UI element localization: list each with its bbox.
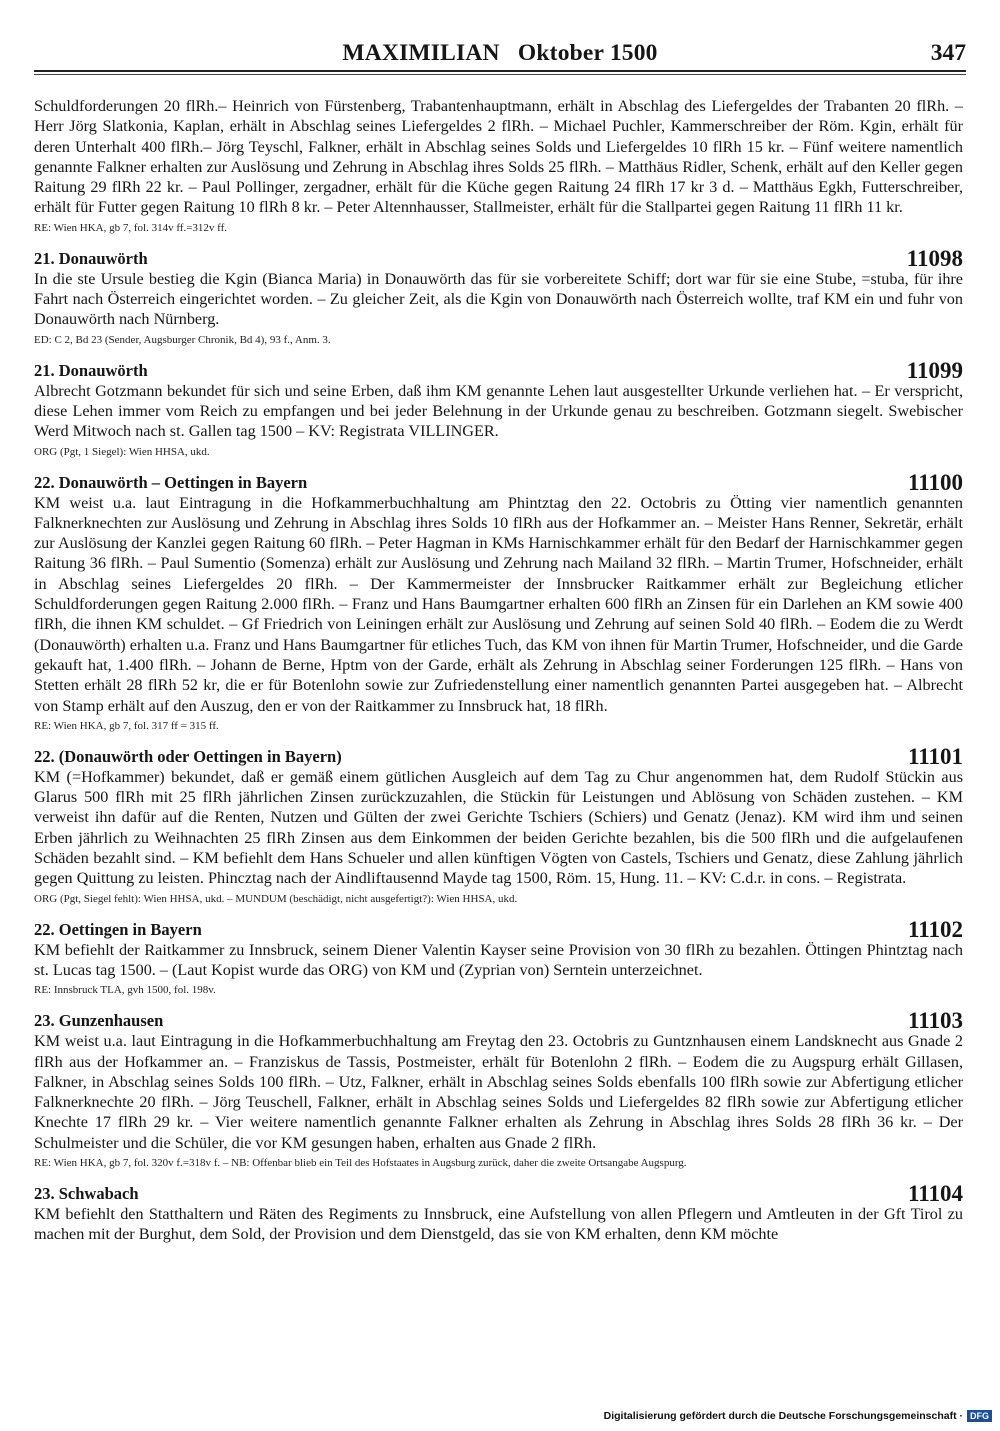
entry-number: 11100 (908, 469, 963, 495)
entry-date-place: 23. Schwabach (34, 1183, 139, 1203)
entry-text: KM weist u.a. laut Eintragung in die Hofkammerbuchhaltung am Phintztag den 22. Octobris zu Ötting vier namentlich genannten Falknerknechten zur Auslösung und Zehrung in Abschlag ihres Solds 10 flRh aus der Hofkammer an. – Meister Hans Renner, Sekretär, erhält zur Auslösung der Kanzlei gegen Raitung 60 flRh. – Peter Hagman in KMs Harnischkammer erhält für den Bedarf der Harnischkammer gegen Raitung 36 flRh. – Paul Sumentio (Somenza) erhält zur Auslösung und Zehrung nach Mailand 32 flRh. – Martin Trumer, Hofschneider, erhält in Abschlag seines Liefergeldes 20 flRh. – Der Kammermeister der Innsbrucker Raitkammer erhält zur Begleichung etlicher Schuldforderungen gegen Raitung 2.000 flRh. – Franz und Hans Baumgartner erhalten 600 flRh an Zinsen für ein Darlehen an KM sowie 400 flRh, die ihnen KM schuldet. – Gf Friedrich von Leiningen erhält zur Auslösung und Zehrung auf seinen Sold 40 flRh. – Eodem die zu Werdt (Donauwörth) erhalten u.a. Franz und Hans Baumgartner für etliches Tuch, das KM von ihnen für Martin Trumer, Hofschneider, und die Garde gekauft hat, 1.400 flRh. – Johann de Berne, Hptm von der Garde, erhält als Zehrung in Abschlag seiner Forderungen 125 flRh. – Hans von Stetten erhält 28 flRh 52 kr, die er für Botenlohn sowie zur Zufriedenstellung einer namentlich genannten Partei ausgegeben hat. – Albrecht von Stamp erhält auf den Auszug, den er von der Raitkammer zu Innsbruck hat, 18 flRh. (34, 493, 963, 715)
entry-11098 (34, 245, 963, 347)
entry-number: 11103 (908, 1008, 963, 1034)
entry-number: 11102 (908, 916, 963, 942)
source-reference: RE: Wien HKA, gb 7, fol. 317 ff = 315 ff. (34, 719, 219, 732)
entry-11104 (34, 1180, 963, 1245)
entry-number: 11099 (906, 357, 963, 383)
source-reference: RE: Wien HKA, gb 7, fol. 314v ff.=312v ff. (34, 221, 228, 234)
entry-11102 (34, 916, 963, 998)
dfg-logo: DFG (967, 1410, 992, 1422)
page-content (34, 96, 963, 1245)
entry-number: 11098 (906, 245, 963, 271)
entry-text: KM weist u.a. laut Eintragung in die Hofkammerbuchhaltung am Freytag den 23. Octobris zu Guntznhausen einem Landsknecht aus Gnade 2 flRh aus der Hofkammer an. – Franziskus de Tassis, Postmeister, erhält für Botenlohn 2 flRh. – Eodem die zu Augspurg erhält Gillasen, Falkner, in Abschlag seines Solds 100 flRh. – Utz, Falkner, erhält in Abschlag seines Solds ebenfalls 100 flRh sowie zur Abfertigung etlicher Falknerknechte 20 flRh. – Jörg Teuschell, Falkner, erhält in Abschlag seines Solds und Liefergeldes 82 flRh sowie zur Abfertigung etlicher Knechte 17 flRh 29 kr. – Vier weitere namentlich genannte Falkner erhalten als Zehrung in Abschlag ihres Solds 28 flRh 36 kr. – Der Schulmeister und die Schüler, die vor KM gesungen haben, erhalten aus Gnade 2 flRh. (34, 1032, 963, 1152)
running-title: MAXIMILIAN Oktober 1500 (342, 40, 658, 66)
entry-number: 11104 (908, 1180, 963, 1206)
entry-text: In die ste Ursule bestieg die Kgin (Bianca Maria) in Donauwörth das für sie vorbereitete Schiff; dort war für sie eine Stube, =stuba, für ihre Fahrt nach Österreich eingerichtet worden. – Zu gleicher Zeit, als die Kgin von Donauwörth nach Österreich wollte, traf KM ein und fuhr von Donauwörth nach Nürnberg. (34, 269, 963, 329)
entry-number: 11101 (908, 743, 963, 769)
source-reference: RE: Innsbruck TLA, gvh 1500, fol. 198v. (34, 984, 216, 997)
source-reference: RE: Wien HKA, gb 7, fol. 320v f.=318v f. – NB: Offenbar blieb ein Teil des Hofstaates in Augsburg zurück, daher die zweite Ortsangabe Augspurg. (34, 1156, 687, 1169)
entry-date-place: 21. Donauwörth (34, 360, 148, 380)
entry-date-place: 22. Donauwörth – Oettingen in Bayern (34, 472, 308, 492)
entry-text: Schuldforderungen 20 flRh.– Heinrich von Fürstenberg, Trabantenhauptmann, erhält in Abschlag des Liefergeldes der Trabanten 20 flRh. – Herr Jörg Slatkonia, Kaplan, erhält in Abschlag seines Liefergeldes 2 flRh. – Michael Puchler, Kammerschreiber der Röm. Kgin, erhält für deren Unterhalt 400 flRh.– Jörg Teyschl, Falkner, erhält in Abschlag seines Solds und Liefergeldes 10 flRh 15 kr. – Fünf weitere namentlich genannte Falkner erhalten zur Auslösung und Zehrung in Abschlag ihres Solds 25 flRh. – Matthäus Ridler, Schenk, erhält auf den Keller gegen Raitung 29 flRh 22 kr. – Paul Pollinger, zergadner, erhält für die Küche gegen Raitung 24 flRh 17 kr 3 d. – Matthäus Egkh, Futterschreiber, erhält für Futter gegen Raitung 10 flRh 8 kr. – Peter Altennhausser, Stallmeister, erhält für die Stallpartei gegen Raitung 11 flRh 11 kr. (34, 97, 963, 217)
entry-text: Albrecht Gotzmann bekundet für sich und seine Erben, daß ihm KM genannte Lehen laut ausgestellter Urkunde verliehen hat. – Er verspricht, diese Lehen immer vom Reich zu empfangen und bei jeder Belehnung in der Urkunde genau zu beschreiben. Gotzmann siegelt. Swebischer Werd Mitwoch nach st. Gallen tag 1500 – KV: Registrata VILLINGER. (34, 381, 963, 441)
entry-text: KM (=Hofkammer) bekundet, daß er gemäß einem gütlichen Ausgleich auf dem Tag zu Chur angenommen hat, dem Rudolf Stückin aus Glarus 500 flRh mit 25 flRh jährlichen Zinsen zurückzuzahlen, die Stückin für Leistungen und Ablösung von Schäden zustehen. – KM verweist ihn dafür auf die Renten, Nutzen und Gülten der zwei Gerichte Tschiers (Schiers) und Genatz (Jenaz). KM wird ihm und seinen Erben jährlich zu Weihnachten 25 flRh Zinsen aus dem Einkommen der beiden Gerichte bezahlen, bis die 500 flRh und die aufgelaufenen Schäden bezahlt sind. – KM befiehlt dem Hans Schueler und allen künftigen Vögten von Castels, Tschiers und Genatz, diese Zahlung jährlich gegen Quittung zu leisten. Phincztag nach der Aindliftausennd Mayde tag 1500, Röm. 15, Hung. 11. – KV: C.d.r. in cons. – Registrata. (34, 767, 963, 888)
continued-entry (34, 96, 963, 235)
entry-date-place: 22. (Donauwörth oder Oettingen in Bayern) (34, 746, 342, 766)
entry-11100 (34, 469, 963, 733)
source-reference: ORG (Pgt, Siegel fehlt): Wien HHSA, ukd. – MUNDUM (beschädigt, nicht ausgefertigt?): Wien HHSA, ukd. (34, 892, 518, 905)
source-reference: ED: C 2, Bd 23 (Sender, Augsburger Chronik, Bd 4), 93 f., Anm. 3. (34, 333, 331, 346)
header-rule-thin (34, 74, 966, 75)
entry-text: KM befiehlt den Statthaltern und Räten des Regiments zu Innsbruck, eine Aufstellung von allen Pflegern und Amtleuten in der Gft Tirol zu machen mit der Burghut, dem Sold, der Provision und dem Dienstgeld, das sie von KM erhalten, denn KM möchte (34, 1204, 963, 1244)
page-header (34, 40, 966, 74)
entry-date-place: 22. Oettingen in Bayern (34, 919, 202, 939)
entry-11103 (34, 1010, 963, 1170)
entry-11101 (34, 743, 963, 906)
source-reference: ORG (Pgt, 1 Siegel): Wien HHSA, ukd. (34, 445, 210, 458)
footer-text: Digitalisierung gefördert durch die Deutsche Forschungsgemeinschaft · (603, 1410, 963, 1422)
entry-11099 (34, 357, 963, 459)
entry-date-place: 23. Gunzenhausen (34, 1011, 164, 1031)
footer-credit (604, 1410, 992, 1422)
header-rule (34, 70, 966, 72)
entry-text: KM befiehlt der Raitkammer zu Innsbruck, seinem Diener Valentin Kayser seine Provision von 30 flRh zu bezahlen. Öttingen Phintztag nach st. Lucas tag 1500. – (Laut Kopist wurde das ORG) von KM und (Zyprian von) Serntein unterzeichnet. (34, 940, 963, 979)
entry-date-place: 21. Donauwörth (34, 248, 148, 268)
page-number: 347 (930, 40, 966, 66)
